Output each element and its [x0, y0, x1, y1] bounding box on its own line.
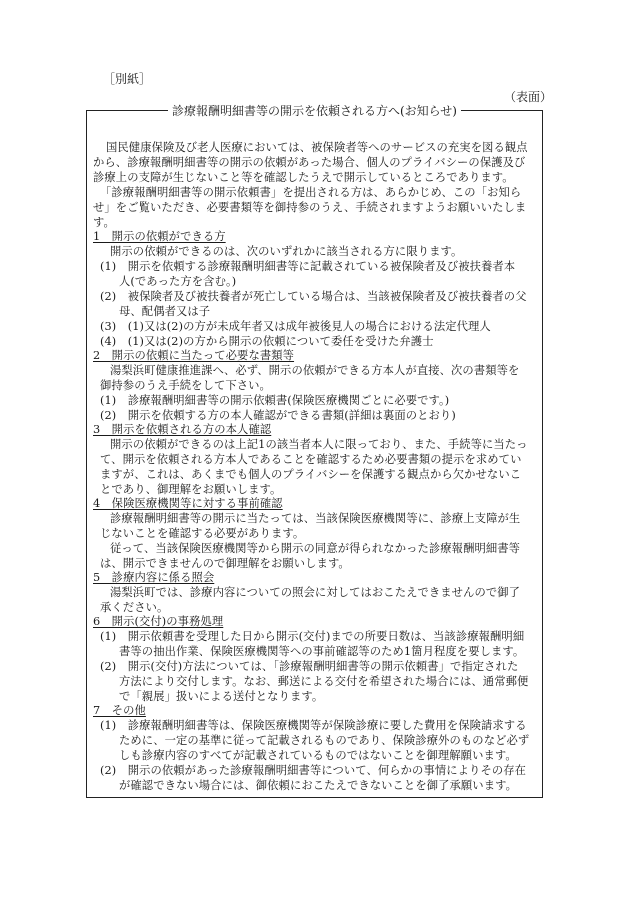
body-line: す。: [93, 215, 115, 229]
list-item: (2) 開示(交付)方法については、「診療報酬明細書等の開示依頼書」で指定された: [100, 660, 519, 674]
list-item-cont: で「親展」扱いによる送付となります。: [119, 690, 324, 703]
list-item-cont: しも診療内容のすべてが記載されているものではないことを御理解願います。: [119, 749, 517, 763]
front-side-label: （表面）: [504, 90, 553, 104]
body-line: 御持参のうえ手続をして下さい。: [100, 378, 271, 392]
annex-label: ［別紙］: [103, 72, 152, 86]
section-heading: 4 保険医療機関等に対する事前確認: [93, 497, 283, 510]
list-item: (2) 開示を依頼する方の本人確認ができる書類(詳細は裏面のとおり): [100, 408, 456, 422]
list-item-cont: 方法により交付します。なお、郵送による交付を希望された場合には、通常郵便: [119, 675, 529, 688]
list-item: (2) 開示の依頼があった診療報酬明細書等について、何らかの事情によりその存在: [100, 764, 527, 777]
list-item: (1) 開示依頼書を受理した日から開示(交付)までの所要日数は、当該診療報酬明細: [100, 630, 525, 644]
section-heading: 6 開示(交付)の事務処理: [93, 615, 224, 629]
body-line: 診療上の支障が生じないこと等を確認したうえで開示しているところであります。: [93, 170, 514, 184]
list-item-cont: 書等の抽出作業、保険医療機関等への事前確認等のため1箇月程度を要します。: [119, 645, 525, 659]
section-heading: 7 その他: [93, 704, 146, 718]
list-item: (1) 開示を依頼する診療報酬明細書等に記載されている被保険者及び被扶養者本: [100, 259, 516, 273]
list-item: (3) (1)又は(2)の方が未成年者又は成年被後見人の場合における法定代理人: [100, 319, 491, 333]
section-heading: 2 開示の依頼に当たって必要な書類等: [93, 349, 295, 362]
list-item: (4) (1)又は(2)の方から開示の依頼について委任を受けた弁護士: [100, 334, 434, 348]
list-item: (1) 診療報酬明細書等の開示依頼書(保険医療機関ごとに必要です。): [100, 393, 450, 407]
section-heading: 1 開示の依頼ができる方: [93, 230, 226, 243]
body-line: とであり、御理解をお願いします。: [100, 482, 282, 496]
list-item: (1) 診療報酬明細書等は、保険医療機関等が保険診療に要した費用を保険請求する: [100, 719, 527, 733]
body-line: 従って、当該保険医療機関等から開示の同意が得られなかった診療報酬明細書等: [110, 541, 521, 555]
body-line: て、開示を依頼される方本人であることを確認するため必要書類の提示を求めてい: [100, 452, 522, 466]
body-line: 診療報酬明細書等の開示に当たっては、当該保険医療機関等に、診療上支障が生: [110, 512, 521, 525]
body-line: 湯梨浜町健康推進課へ、必ず、開示の依頼ができる方本人が直接、次の書類等を: [110, 363, 520, 377]
body-line: 「診療報酬明細書等の開示依頼書」を提出される方は、あらかじめ、この「お知ら: [100, 185, 522, 199]
body-line: 湯梨浜町では、診療内容についての照会に対してはおこたえできませんので御了: [110, 586, 521, 599]
list-item: (2) 被保険者及び被扶養者が死亡している場合は、当該被保険者及び被扶養者の父: [100, 289, 527, 303]
body-line: ますが、これは、あくまでも個人のプライバシーを保護する観点から欠かせないこ: [100, 467, 522, 481]
notice-title-wrap: [86, 102, 543, 119]
notice-title: 診療報酬明細書等の開示を依頼される方へ(お知らせ): [168, 104, 461, 118]
list-item-cont: 人(であった方を含む。): [119, 274, 237, 288]
body-line: 開示の依頼ができるのは、次のいずれかに該当される方に限ります。: [110, 245, 463, 258]
body-line: 承ください。: [100, 601, 169, 614]
list-item-cont: ために、一定の基準に従って記載されるものであり、保険診療外のものなど必ず: [119, 734, 530, 748]
list-item-cont: 母、配偶者又は子: [119, 304, 211, 318]
body-line: 国民健康保険及び老人医療においては、被保険者等へのサービスの充実を図る観点: [106, 141, 528, 154]
body-line: から、診療報酬明細書等の開示の依頼があった場合、個人のプライバシーの保護及び: [93, 156, 526, 169]
list-item-cont: が確認できない場合には、御依頼におこたえできないことを御了承願います。: [119, 779, 517, 792]
body-line: じないことを確認する必要があります。: [100, 527, 305, 540]
body-line: せ」をご覧いただき、必要書類等を御持参のうえ、手続されますようお願いいたしま: [93, 200, 527, 214]
body-line: は、開示できませんので御理解をお願いします。: [100, 556, 350, 570]
section-heading: 5 診療内容に係る照会: [93, 571, 215, 584]
body-line: 開示の依頼ができるのは上記1の該当者本人に限っており、また、手続等に当たっ: [110, 438, 528, 451]
section-heading: 3 開示を依頼される方の本人確認: [93, 423, 272, 436]
